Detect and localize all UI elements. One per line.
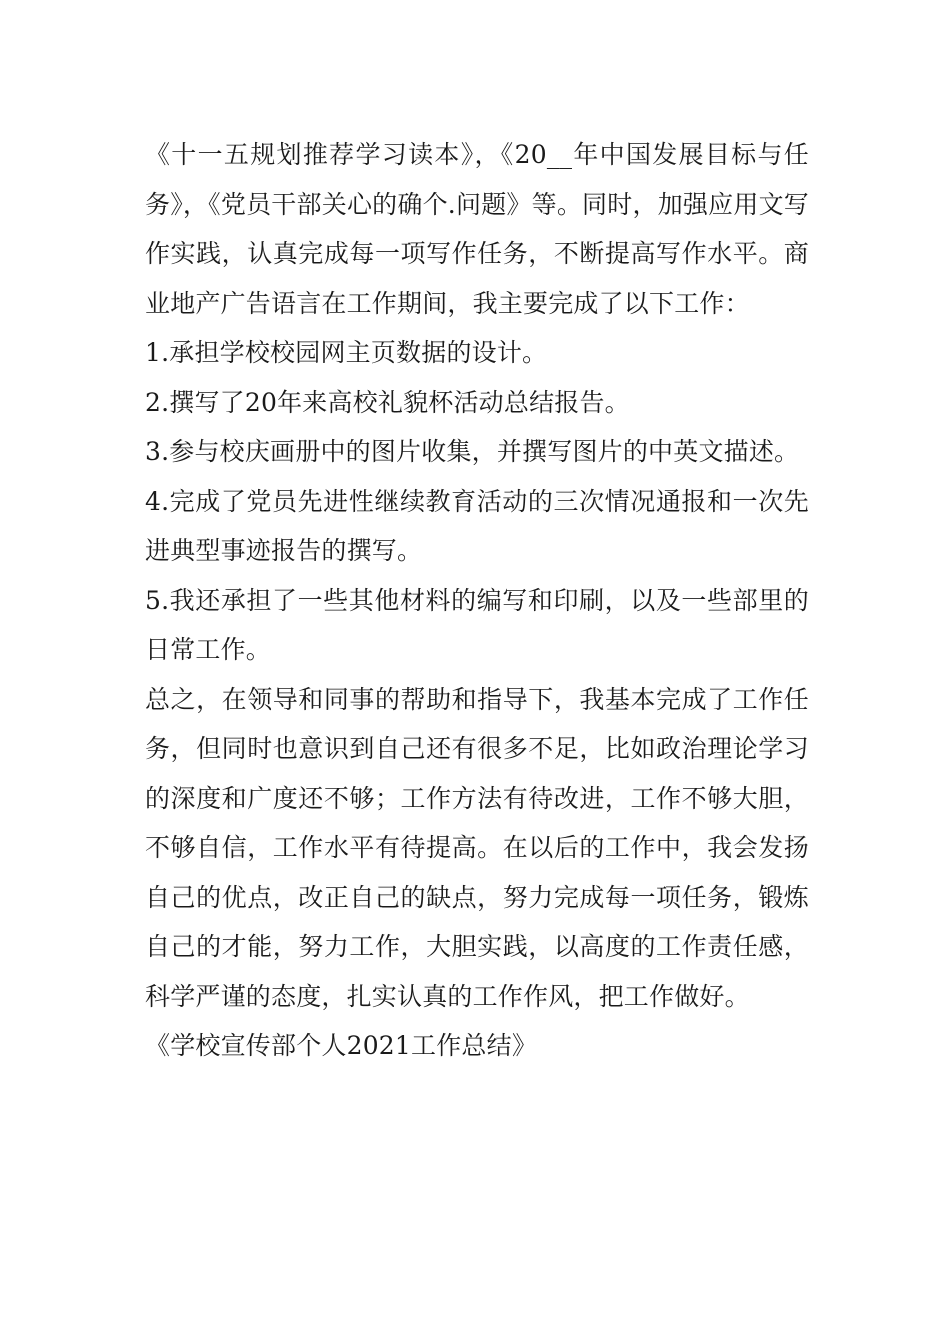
list-item-3: 3.参与校庆画册中的图片收集，并撰写图片的中英文描述。	[145, 437, 800, 466]
list-item-4: 4.完成了党员先进性继续教育活动的三次情况通报和一次先进典型事迹报告的撰写。	[145, 486, 809, 565]
paragraph-intro: 《十一五规划推荐学习读本》，《20__年中国发展目标与任务》，《党员干部关心的确个.问题》等。同时，加强应用文写作实践，认真完成每一项写作任务，不断提高写作水平。商业地产广告语言在工作期间，我主要完成了以下工作：	[145, 140, 809, 318]
document-body	[145, 130, 809, 1071]
list-item-1: 1.承担学校校园网主页数据的设计。	[145, 338, 548, 367]
paragraph-summary: 总之，在领导和同事的帮助和指导下，我基本完成了工作任务，但同时也意识到自己还有很多不足，比如政治理论学习的深度和广度还不够；工作方法有待改进，工作不够大胆，不够自信，工作水平有待提高。在以后的工作中，我会发扬自己的优点，改正自己的缺点，努力完成每一项任务，锻炼自己的才能，努力工作，大胆实践，以高度的工作责任感，科学严谨的态度，扎实认真的工作作风，把工作做好。	[145, 684, 809, 1011]
document-title-footer: 《学校宣传部个人2021工作总结》	[145, 1031, 538, 1060]
list-item-5: 5.我还承担了一些其他材料的编写和印刷，以及一些部里的日常工作。	[145, 585, 809, 664]
list-item-2: 2.撰写了20年来高校礼貌杯活动总结报告。	[145, 387, 630, 417]
